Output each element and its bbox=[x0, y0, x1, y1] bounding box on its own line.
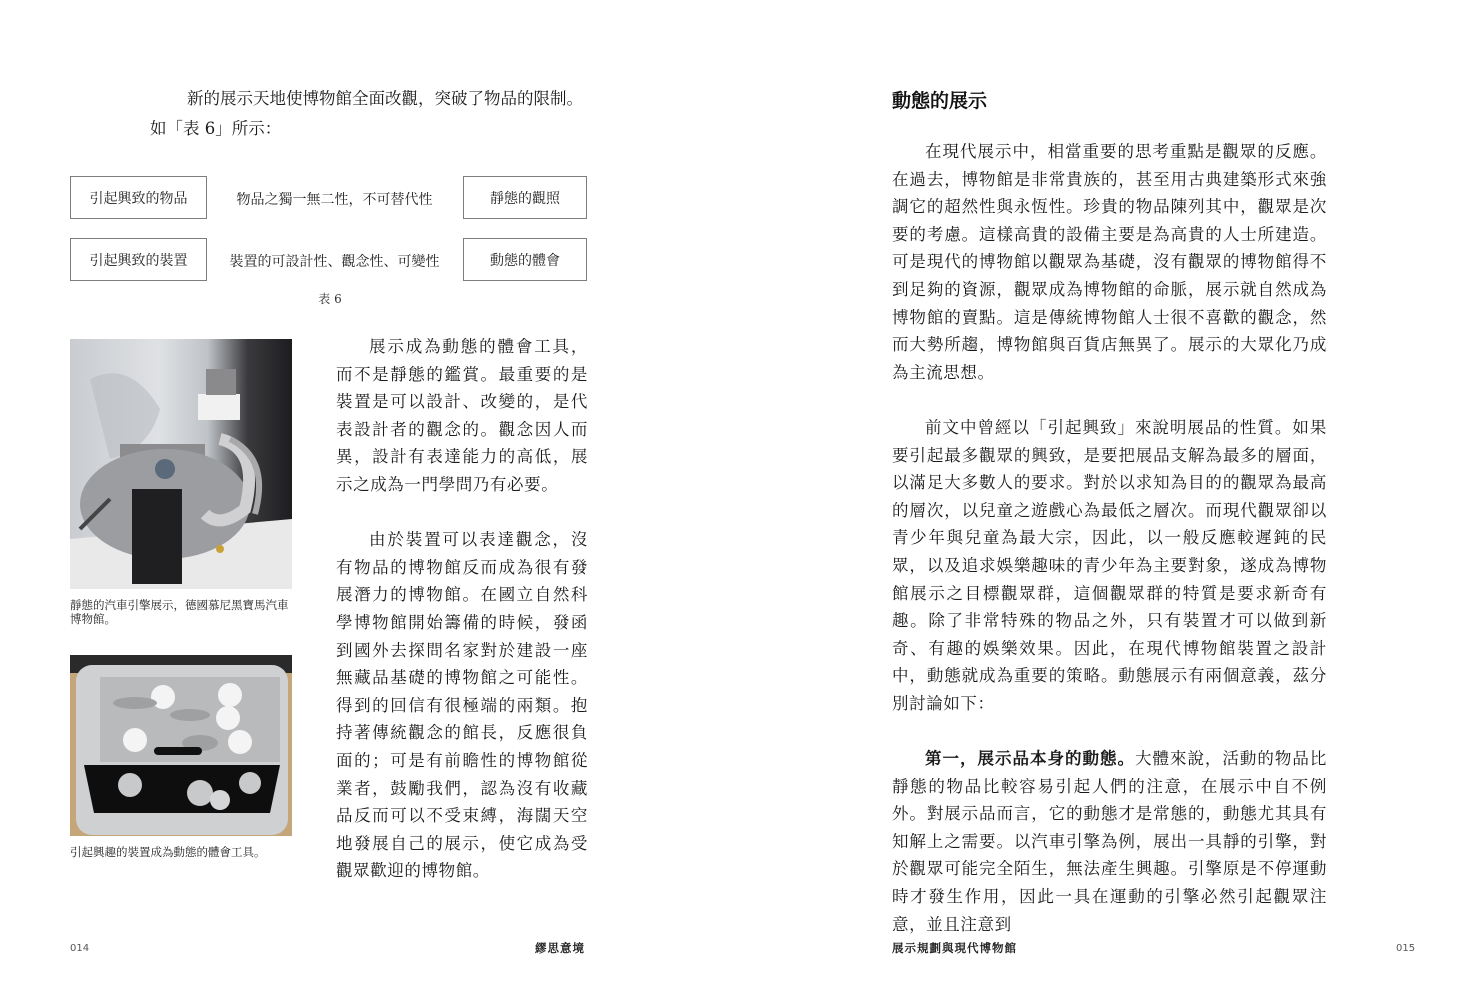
intro-line-2: 如「表 6」所示： bbox=[150, 119, 282, 138]
left-paragraph-1: 展示成為動態的體會工具，而不是靜態的鑑賞。最重要的是裝置是可以設計、改變的，是代表設計者的觀念的。觀念因人而異，設計有表達能力的高低，展示之成為一門學問乃有必要。 bbox=[336, 337, 588, 494]
right-paragraph-2: 前文中曾經以「引起興致」來說明展品的性質。如果要引起最多觀眾的興致，是要把展品支解為最多的層面，以滿足大多數人的要求。對於以求知為目的的觀眾為最高的層次，以兒童之遊戲心為最低之層次。而現代觀眾卻以青少年與兒童為最大宗，因此，以一般反應較遲鈍的民眾，以及追求娛樂趣味的青少年為主要對象，遂成為博物館展示之目標觀眾群，這個觀眾群的特質是要求新奇有趣。除了非常特殊的物品之外，只有裝置才可以做到新奇、有趣的娛樂效果。因此，在現代博物館裝置之設計中，動態就成為重要的策略。動態展示有兩個意義，茲分別討論如下： bbox=[892, 417, 1327, 713]
left-paragraph-2: 由於裝置可以表達觀念，沒有物品的博物館反而成為很有發展潛力的博物館。在國立自然科學博物館開始籌備的時候，發函到國外去探問名家對於建設一座無藏品基礎的博物館之可能性。得到的回信有很極端的兩類。抱持著傳統觀念的館長，反應很負面的；可是有前瞻性的博物館從業者，鼓勵我們，認為沒有收藏品反而可以不受束縛，海闊天空地發展自己的展示，使它成為受觀眾歡迎的博物館。 bbox=[336, 530, 588, 881]
right-body-column bbox=[892, 138, 1327, 938]
engine-photo-icon bbox=[70, 339, 292, 589]
right-paragraph-1: 在現代展示中，相當重要的思考重點是觀眾的反應。在過去，博物館是非常貴族的，甚至用古典建築形式來強調它的超然性與永恆性。珍貴的物品陳列其中，觀眾是次要的考慮。這樣高貴的設備主要是為高貴的人士所建造。可是現代的博物館以觀眾為基礎，沒有觀眾的博物館得不到足夠的資源，觀眾成為博物館的命脈，展示就自然成為博物館的賣點。這是傳統博物館人士很不喜歡的觀念，然而大勢所趨，博物館與百貨店無異了。展示的大眾化乃成為主流思想。 bbox=[892, 142, 1327, 382]
paragraph-3-body: 大體來說，活動的物品比靜態的物品比較容易引起人們的注意，在展示中自不例外。對展示品而言，它的動態才是常態的，動態尤其具有知解上之需要。以汽車引擎為例，展出一具靜的引擎，對於觀眾可能完全陌生，無法產生興趣。引擎原是不停運動時才發生作用，因此一具在運動的引擎必然引起觀眾注意，並且注意到 bbox=[892, 749, 1328, 934]
section-heading: 動態的展示 bbox=[892, 90, 988, 112]
paragraph-3-lead: 第一，展示品本身的動態。 bbox=[925, 749, 1135, 769]
engine-photo-caption: 靜態的汽車引擎展示，德國慕尼黑寶馬汽車博物館。 bbox=[70, 598, 289, 626]
table-row2-middle: 裝置的可設計性、觀念性、可變性 bbox=[229, 254, 440, 270]
interactive-device-photo-icon bbox=[70, 655, 292, 836]
right-paragraph-3 bbox=[892, 745, 1327, 938]
table-row1-right-box: 靜態的觀照 bbox=[463, 176, 587, 219]
engine-photo bbox=[70, 339, 292, 589]
left-running-title: 繆思意境 bbox=[535, 941, 585, 955]
table-row2-left-box: 引起興致的裝置 bbox=[70, 238, 207, 281]
right-running-title: 展示規劃與現代博物館 bbox=[892, 941, 1017, 955]
table-row2-right-box: 動態的體會 bbox=[463, 238, 587, 281]
device-photo-caption: 引起興趣的裝置成為動態的體會工具。 bbox=[70, 845, 266, 859]
intro-text bbox=[150, 84, 590, 144]
interactive-device-photo bbox=[70, 655, 292, 836]
table-row1-left-box: 引起興致的物品 bbox=[70, 176, 207, 219]
left-body-column bbox=[336, 333, 588, 885]
left-page-number: 014 bbox=[70, 943, 90, 954]
intro-line-1: 新的展示天地使博物館全面改觀，突破了物品的限制。 bbox=[187, 89, 583, 108]
table-row1-middle: 物品之獨一無二性，不可替代性 bbox=[236, 192, 433, 208]
table-caption: 表 6 bbox=[318, 292, 342, 306]
right-page-number: 015 bbox=[1396, 943, 1416, 954]
right-page bbox=[739, 0, 1478, 1000]
